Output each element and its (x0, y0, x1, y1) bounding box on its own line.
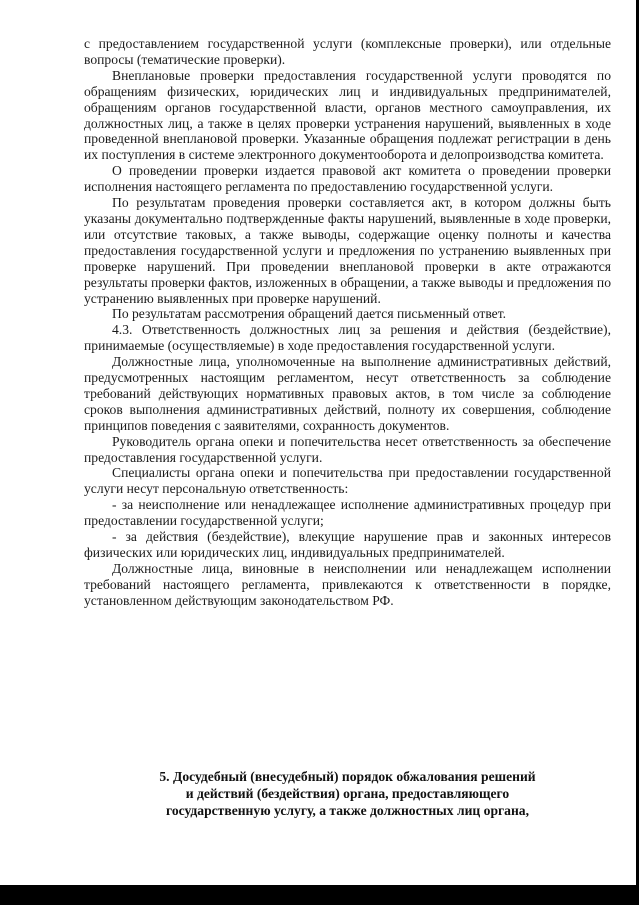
paragraph: с предоставлением государственной услуги (комплексные проверки), или отдельные вопросы (тематические проверки). (84, 36, 611, 67)
paragraph: Специалисты органа опеки и попечительства при предоставлении государственной услуги несут персональную ответственность: (84, 465, 611, 497)
heading-line: государственную услугу, а также должностных лиц органа, (165, 803, 529, 818)
paragraph: Руководитель органа опеки и попечительства несет ответственность за обеспечение предоставления государственной услуги. (84, 433, 611, 465)
paragraph: Внеплановые проверки предоставления государственной услуги проводятся по обращениям физических, юридических лиц и индивидуальных предпринимателей, обращениям органов государственной власти, органов местного самоуправления, их должностных лиц, а также в целях проверки устранения нарушений, выявленных в ходе проведенной внеплановой проверки. Указанные обращения подлежат регистрации в день их поступления в системе электронного документооборота и делопроизводства комитета. (84, 67, 611, 163)
scan-bottom-bar (0, 885, 639, 905)
list-item: - за неисполнение или ненадлежащее исполнение административных процедур при предоставлении государственной услуги; (84, 497, 611, 529)
section-5-heading (84, 768, 611, 819)
paragraph: Должностные лица, виновные в неисполнении или ненадлежащем исполнении требований настоящего регламента, привлекаются к ответственности в порядке, установленном действующим законодательством РФ. (84, 560, 611, 608)
paragraph: О проведении проверки издается правовой акт комитета о проведении проверки исполнения настоящего регламента по предоставлению государственной услуги. (84, 163, 611, 195)
heading-line: 5. Досудебный (внесудебный) порядок обжалования решений (159, 769, 536, 784)
heading-line: и действий (бездействия) органа, предоставляющего (185, 786, 510, 801)
section-4-3-paragraph: 4.3. Ответственность должностных лиц за решения и действия (бездействие), принимаемые (осуществляемые) в ходе предоставления государственной услуги. (84, 322, 611, 354)
paragraph: По результатам проведения проверки составляется акт, в котором должны быть указаны документально подтвержденные факты нарушений, выявленные в ходе проверки, или отсутствие таковых, а также выводы, содержащие оценку полноты и качества предоставления государственной услуги и предложения по устранению выявленных при проверке нарушений. При проведении внеплановой проверки в акте отражаются результаты проверки фактов, изложенных в обращении, а также выводы и предложения по устранению выявленных при проверке нарушений. (84, 195, 611, 306)
body-text (84, 36, 611, 609)
list-item: - за действия (бездействие), влекущие нарушение прав и законных интересов физических или юридических лиц, индивидуальных предпринимателей. (84, 529, 611, 560)
paragraph: По результатам рассмотрения обращений дается письменный ответ. (112, 306, 507, 322)
paragraph: Должностные лица, уполномоченные на выполнение административных действий, предусмотренных настоящим регламентом, несут ответственность за соблюдение требований действующих нормативных правовых актов, в том числе за соблюдение сроков выполнения административных действий, полноту их совершения, соблюдение принципов поведения с заявителями, сохранность документов. (84, 354, 611, 433)
